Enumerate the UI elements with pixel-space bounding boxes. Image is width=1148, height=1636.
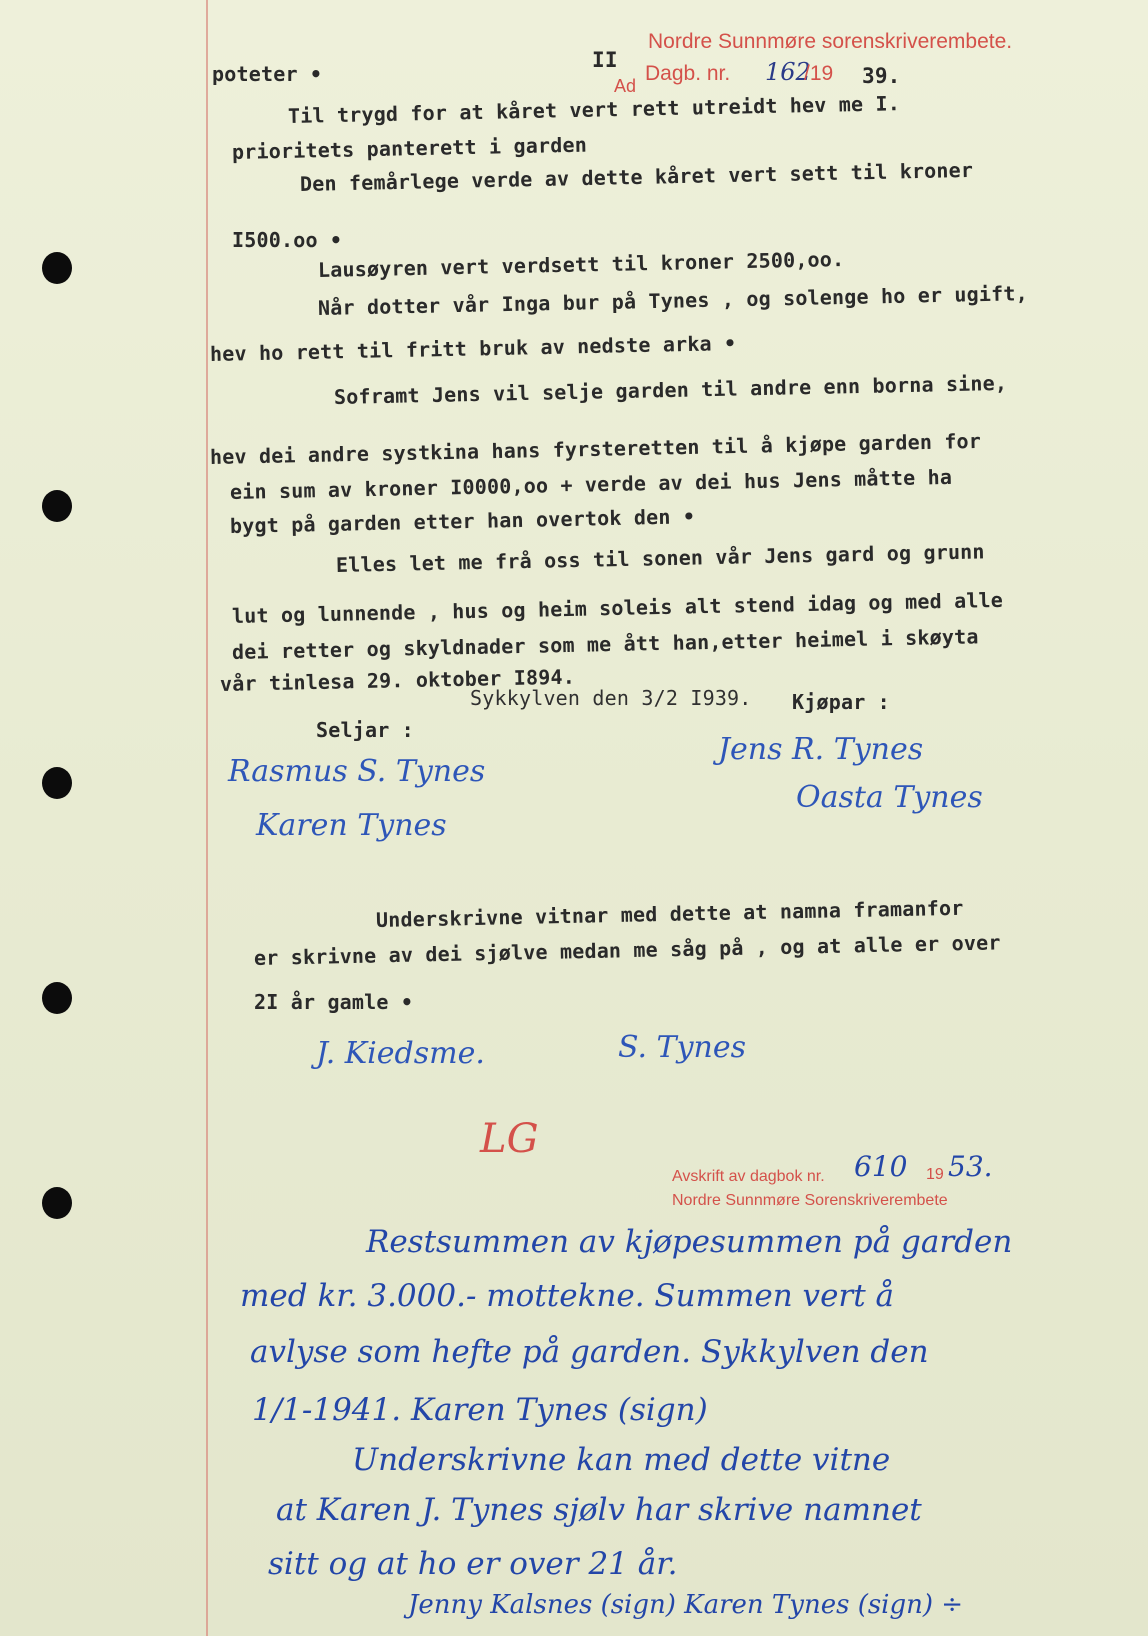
seller-signature: Karen Tynes xyxy=(256,808,447,843)
initials: LG xyxy=(480,1116,539,1162)
handwritten-line: med kr. 3.000.- mottekne. Summen vert å xyxy=(240,1278,895,1314)
punch-hole xyxy=(42,1187,72,1219)
office-stamp: Nordre Sunnmøre sorenskriverembete. xyxy=(648,30,1013,53)
typed-line: lut og lunnende , hus og heim soleis alt stend idag og med alle xyxy=(231,587,1004,628)
margin-line xyxy=(206,0,208,1636)
page-number: II xyxy=(592,48,618,72)
typed-line: er skrivne av dei sjølve medan me såg på , og at alle er over xyxy=(253,930,1001,970)
witness-signature: S. Tynes xyxy=(618,1030,746,1065)
buyer-signature: Oasta Tynes xyxy=(796,780,983,815)
typed-line: Elles let me frå oss til sonen vår Jens gard og grunn xyxy=(335,539,985,577)
dagb-label: Dagb. nr. xyxy=(645,62,731,85)
transcript-year: 53. xyxy=(948,1150,993,1183)
handwritten-line: avlyse som hefte på garden. Sykkylven den xyxy=(250,1334,929,1370)
typed-line: dei retter og skyldnader som me ått han,etter heimel i skøyta xyxy=(231,624,979,664)
typed-line: Den femårlege verde av dette kåret vert sett til kroner xyxy=(299,157,974,196)
typed-line: Underskrivne vitnar med dette at namna framanfor xyxy=(375,895,964,932)
typed-line: prioritets panterett i garden xyxy=(231,132,588,164)
typed-line: poteter • xyxy=(212,62,323,86)
handwritten-line: at Karen J. Tynes sjølv har skrive namnet xyxy=(276,1492,922,1528)
typed-line: I500.oo • xyxy=(232,228,343,252)
transcript-number: 610 xyxy=(854,1150,908,1183)
punch-hole xyxy=(42,767,72,799)
buyer-signature: Jens R. Tynes xyxy=(718,732,924,767)
typed-line: hev dei andre systkina hans fyrsteretten til å kjøpe garden for xyxy=(209,428,982,469)
year: 39. xyxy=(862,64,901,88)
typed-line: Når dotter vår Inga bur på Tynes , og solenge ho er ugift, xyxy=(317,281,1029,320)
year-prefix: /19 xyxy=(804,62,834,85)
place-date: Sykkylven den 3/2 I939. xyxy=(470,686,752,710)
dagb-number: 162 xyxy=(765,58,811,86)
transcript-office: Nordre Sunnmøre Sorenskriverembete xyxy=(672,1192,948,1209)
handwritten-line: Restsummen av kjøpesummen på garden xyxy=(366,1224,1013,1260)
punch-hole xyxy=(42,252,72,284)
transcript-stamp-label: Avskrift av dagbok nr. xyxy=(672,1168,825,1185)
typed-line: Til trygd for at kåret vert rett utreidt hev me I. xyxy=(287,91,901,128)
punch-hole xyxy=(42,982,72,1014)
witness-signature: J. Kiedsme. xyxy=(316,1036,485,1071)
punch-hole xyxy=(42,490,72,522)
buyer-label: Kjøpar : xyxy=(792,690,890,714)
handwritten-line: 1/1-1941. Karen Tynes (sign) xyxy=(252,1392,708,1428)
typed-line: hev ho rett til fritt bruk av nedste arka • xyxy=(209,330,737,366)
typed-line: vår tinlesa 29. oktober I894. xyxy=(219,664,576,696)
typed-line: Soframt Jens vil selje garden til andre enn borna sine, xyxy=(333,370,1008,409)
typed-line: bygt på garden etter han overtok den • xyxy=(229,504,696,538)
transcript-year-prefix: 19 xyxy=(926,1166,944,1183)
handwritten-line: sitt og at ho er over 21 år. xyxy=(268,1546,678,1582)
seller-label: Seljar : xyxy=(316,718,414,742)
ad-label: Ad xyxy=(614,76,637,96)
seller-signature: Rasmus S. Tynes xyxy=(228,754,486,789)
typed-line: ein sum av kroner I0000,oo + verde av dei hus Jens måtte ha xyxy=(229,464,953,504)
typed-line: Lausøyren vert verdsett til kroner 2500,oo. xyxy=(317,246,845,282)
handwritten-line: Underskrivne kan med dette vitne xyxy=(352,1442,891,1478)
typed-line: 2I år gamle • xyxy=(254,990,414,1014)
handwritten-line: Jenny Kalsnes (sign) Karen Tynes (sign) ÷ xyxy=(408,1590,964,1620)
